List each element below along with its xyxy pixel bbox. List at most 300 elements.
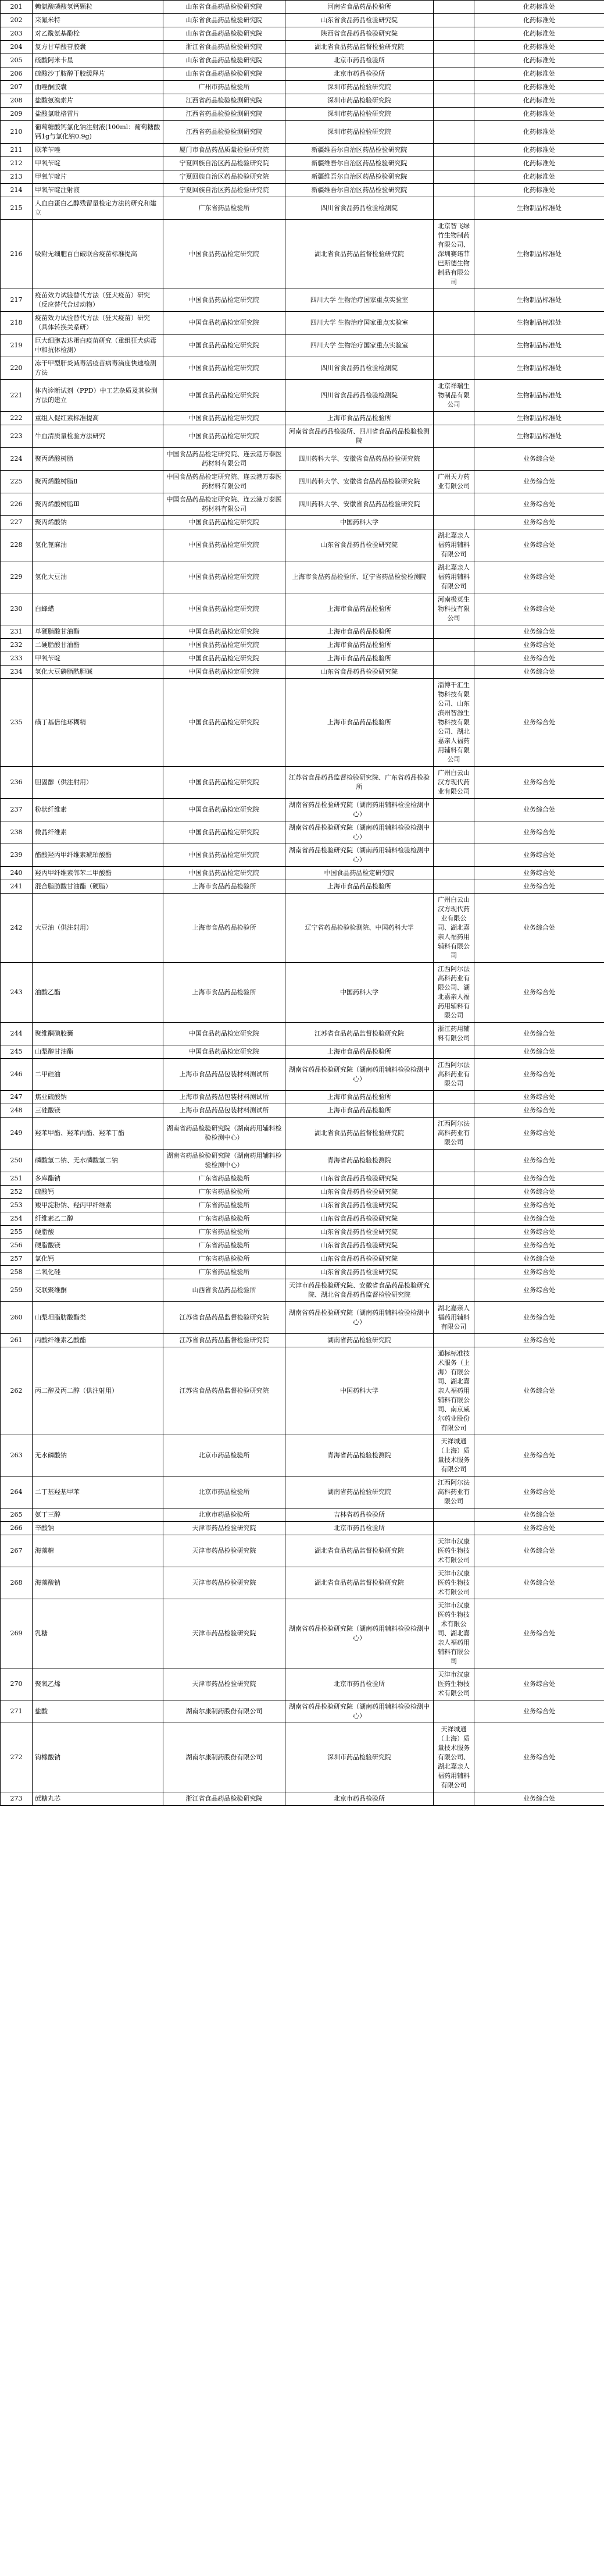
table-row [1,1279,604,1302]
project-name-cell: 二氧化硅 [33,1266,163,1279]
department-cell: 业务综合处 [474,1668,604,1700]
review-institution-cell: 辽宁省药品检验检测院、中国药科大学 [285,894,434,963]
lead-institution-cell: 江西省药品检验检测研究院 [163,121,285,144]
row-number-cell: 248 [1,1104,33,1118]
cooperating-unit-cell: 天津市汉康医药生物技术有限公司 [434,1567,474,1599]
project-name-cell: 乳糖 [33,1599,163,1668]
cooperating-unit-cell [434,1172,474,1186]
lead-institution-cell: 中国食品药品检定研究院 [163,289,285,312]
row-number-cell: 212 [1,157,33,170]
lead-institution-cell: 山西省食品药品检验所 [163,1279,285,1302]
lead-institution-cell: 中国食品药品检定研究院 [163,529,285,561]
review-institution-cell: 上海市食品药品检验所 [285,1104,434,1118]
review-institution-cell: 深圳市药品检验研究院 [285,81,434,94]
department-cell: 业务综合处 [474,1104,604,1118]
table-row [1,821,604,844]
cooperating-unit-cell [434,144,474,157]
cooperating-unit-cell: 浙江药用辅料有限公司 [434,1023,474,1045]
project-name-cell: 赖氨酸磷酸氢钙颗粒 [33,1,163,14]
project-name-cell: 磷酸氢二钠、无水磷酸氢二钠 [33,1150,163,1172]
row-number-cell: 262 [1,1347,33,1435]
review-institution-cell: 江苏省食品药品监督检验研究院、广东省药品检验所 [285,767,434,799]
review-institution-cell: 湖北省食品药品监督检验研究院 [285,41,434,54]
row-number-cell: 255 [1,1226,33,1239]
lead-institution-cell: 广州市药品检验所 [163,81,285,94]
review-institution-cell: 河南省食品药品检验所 [285,1,434,14]
table-row [1,625,604,639]
row-number-cell: 202 [1,14,33,27]
table-row [1,335,604,357]
cooperating-unit-cell [434,799,474,821]
cooperating-unit-cell [434,312,474,335]
cooperating-unit-cell [434,1279,474,1302]
cooperating-unit-cell: 北京祥瑞生物制品有限公司 [434,380,474,412]
lead-institution-cell: 中国食品药品检定研究院 [163,312,285,335]
lead-institution-cell: 北京市药品检验所 [163,1508,285,1522]
cooperating-unit-cell: 江西阿尔法高科药业有限公司 [434,1118,474,1150]
table-row [1,54,604,67]
row-number-cell: 256 [1,1239,33,1253]
table-row [1,312,604,335]
table-row [1,220,604,289]
row-number-cell: 242 [1,894,33,963]
review-institution-cell: 上海市食品药品检验所 [285,880,434,894]
table-row [1,157,604,170]
department-cell: 业务综合处 [474,1435,604,1476]
cooperating-unit-cell: 广州白云山汉方现代药业有限公司 [434,767,474,799]
table-row [1,1199,604,1212]
cooperating-unit-cell: 湖北嘉亲人福药用辅料有限公司 [434,561,474,593]
row-number-cell: 258 [1,1266,33,1279]
department-cell: 化药标准处 [474,81,604,94]
review-institution-cell: 山东省食品药品检验研究院 [285,1212,434,1226]
review-institution-cell: 四川药科大学、安徽省食品药品检验研究院 [285,448,434,471]
row-number-cell: 241 [1,880,33,894]
department-cell: 业务综合处 [474,844,604,867]
department-cell: 业务综合处 [474,448,604,471]
department-cell: 业务综合处 [474,1302,604,1334]
lead-institution-cell: 上海市食品药品包装材料测试所 [163,1104,285,1118]
table-row [1,1104,604,1118]
project-name-cell: 甲氧苄啶 [33,157,163,170]
project-name-cell: 混合脂肪酸甘油酯（硬脂） [33,880,163,894]
cooperating-unit-cell [434,1226,474,1239]
department-cell: 业务综合处 [474,529,604,561]
department-cell: 业务综合处 [474,1023,604,1045]
table-row [1,1091,604,1104]
cooperating-unit-cell: 天津市汉康医药生物技术有限公司、湖北嘉亲人福药用辅料有限公司 [434,1599,474,1668]
lead-institution-cell: 上海市食品药品包装材料测试所 [163,1059,285,1091]
department-cell: 生物制品标准处 [474,312,604,335]
department-cell: 业务综合处 [474,493,604,516]
department-cell: 业务综合处 [474,1508,604,1522]
lead-institution-cell: 广东省药品检验所 [163,1186,285,1199]
department-cell: 业务综合处 [474,1253,604,1266]
row-number-cell: 215 [1,197,33,220]
row-number-cell: 257 [1,1253,33,1266]
cooperating-unit-cell [434,412,474,425]
cooperating-unit-cell [434,1508,474,1522]
cooperating-unit-cell [434,1253,474,1266]
row-number-cell: 223 [1,425,33,448]
row-number-cell: 238 [1,821,33,844]
row-number-cell: 224 [1,448,33,471]
project-name-cell: 海藻酸钠 [33,1567,163,1599]
lead-institution-cell: 中国食品药品检定研究院 [163,1023,285,1045]
project-name-cell: 盐酸氯吡格雷片 [33,108,163,121]
lead-institution-cell: 江西省药品检验检测研究院 [163,108,285,121]
row-number-cell: 229 [1,561,33,593]
table-row [1,14,604,27]
lead-institution-cell: 上海市食品药品检验所 [163,894,285,963]
cooperating-unit-cell [434,1792,474,1806]
project-name-cell: 交联聚维酮 [33,1279,163,1302]
table-row [1,1059,604,1091]
department-cell: 业务综合处 [474,1226,604,1239]
review-institution-cell: 北京市药品检验所 [285,1792,434,1806]
project-name-cell: 重组人促红素标准提高 [33,412,163,425]
table-row [1,799,604,821]
cooperating-unit-cell: 江西阿尔法高科药业有限公司、湖北嘉亲人福药用辅料有限公司 [434,963,474,1023]
cooperating-unit-cell [434,425,474,448]
lead-institution-cell: 中国食品药品检定研究院 [163,412,285,425]
lead-institution-cell: 上海市食品药品检验所 [163,880,285,894]
review-institution-cell: 四川省食品药品检验检测院 [285,197,434,220]
review-institution-cell: 湖南省药品检验研究院（湖南药用辅料检验检测中心） [285,844,434,867]
review-institution-cell: 中国药科大学 [285,1347,434,1435]
review-institution-cell: 湖南省药品检验研究院（湖南药用辅料检验检测中心） [285,1700,434,1723]
lead-institution-cell: 中国食品药品检定研究院 [163,516,285,529]
row-number-cell: 204 [1,41,33,54]
table-row [1,1792,604,1806]
project-name-cell: 醋酸羟丙甲纤维素琥珀酸酯 [33,844,163,867]
table-row [1,1253,604,1266]
cooperating-unit-cell: 湖北嘉亲人福药用辅料有限公司 [434,529,474,561]
review-institution-cell: 湖北省食品药品监督检验研究院 [285,1567,434,1599]
review-institution-cell: 北京市药品检验所 [285,67,434,81]
cooperating-unit-cell [434,1239,474,1253]
row-number-cell: 230 [1,593,33,625]
department-cell: 业务综合处 [474,867,604,880]
table-row [1,289,604,312]
project-name-cell: 疫苗效力试验替代方法（狂犬疫苗）研究（反应替代合过动物） [33,289,163,312]
table-row [1,666,604,679]
table-row [1,1668,604,1700]
table-row [1,867,604,880]
project-name-cell: 硫酸沙丁胺醇干胶缓释片 [33,67,163,81]
project-name-cell: 吸附无细胞百白破联合疫苗标准提高 [33,220,163,289]
table-body [1,1,604,1806]
department-cell: 业务综合处 [474,652,604,666]
row-number-cell: 246 [1,1059,33,1091]
department-cell: 业务综合处 [474,1723,604,1792]
review-institution-cell: 深圳市药品检验研究院 [285,94,434,108]
lead-institution-cell: 中国食品药品检定研究院 [163,593,285,625]
table-row [1,1347,604,1435]
department-cell: 化药标准处 [474,184,604,197]
table-row [1,516,604,529]
table-row [1,448,604,471]
lead-institution-cell: 中国食品药品检定研究院、连云港万泰医药材料有限公司 [163,471,285,493]
lead-institution-cell: 中国食品药品检定研究院 [163,844,285,867]
cooperating-unit-cell [434,27,474,41]
department-cell: 生物制品标准处 [474,357,604,380]
department-cell: 业务综合处 [474,1045,604,1059]
project-name-cell: 丙酸纤维素乙酸酯 [33,1334,163,1347]
table-row [1,1522,604,1535]
review-institution-cell: 深圳市药品检验研究院 [285,121,434,144]
lead-institution-cell: 湖南尔康制药股份有限公司 [163,1723,285,1792]
cooperating-unit-cell [434,1266,474,1279]
lead-institution-cell: 中国食品药品检定研究院 [163,1045,285,1059]
lead-institution-cell: 中国食品药品检定研究院 [163,380,285,412]
table-row [1,170,604,184]
cooperating-unit-cell [434,41,474,54]
project-name-cell: 大豆油（供注射用） [33,894,163,963]
cooperating-unit-cell [434,1150,474,1172]
lead-institution-cell: 天津市药品检验研究院 [163,1535,285,1567]
department-cell: 业务综合处 [474,561,604,593]
review-institution-cell: 山东省食品药品检验研究院 [285,1239,434,1253]
lead-institution-cell: 江苏省食品药品监督检验研究院 [163,1302,285,1334]
cooperating-unit-cell [434,844,474,867]
department-cell: 业务综合处 [474,1522,604,1535]
row-number-cell: 219 [1,335,33,357]
lead-institution-cell: 北京市药品检验所 [163,1435,285,1476]
row-number-cell: 261 [1,1334,33,1347]
department-cell: 生物制品标准处 [474,380,604,412]
project-name-cell: 氢化蓖麻油 [33,529,163,561]
department-cell: 生物制品标准处 [474,335,604,357]
cooperating-unit-cell [434,81,474,94]
department-cell: 业务综合处 [474,1059,604,1091]
cooperating-unit-cell [434,335,474,357]
cooperating-unit-cell [434,821,474,844]
review-institution-cell: 山东省食品药品检验研究院 [285,1266,434,1279]
lead-institution-cell: 中国食品药品检定研究院 [163,220,285,289]
table-row [1,1700,604,1723]
cooperating-unit-cell [434,121,474,144]
table-row [1,1302,604,1334]
row-number-cell: 273 [1,1792,33,1806]
cooperating-unit-cell: 广州天力药业有限公司 [434,471,474,493]
project-name-cell: 多库酯钠 [33,1172,163,1186]
department-cell: 化药标准处 [474,67,604,81]
department-cell: 化药标准处 [474,157,604,170]
row-number-cell: 208 [1,94,33,108]
lead-institution-cell: 山东省食品药品检验研究院 [163,27,285,41]
row-number-cell: 265 [1,1508,33,1522]
review-institution-cell: 深圳市药品检验研究院 [285,1723,434,1792]
department-cell: 生物制品标准处 [474,220,604,289]
lead-institution-cell: 江苏省食品药品监督检验研究院 [163,1347,285,1435]
lead-institution-cell: 浙江省食品药品检验研究院 [163,41,285,54]
department-cell: 业务综合处 [474,1091,604,1104]
row-number-cell: 228 [1,529,33,561]
review-institution-cell: 北京市药品检验所 [285,1522,434,1535]
lead-institution-cell: 中国食品药品检定研究院 [163,639,285,652]
project-name-cell: 丙二醇及丙二醇（供注射用） [33,1347,163,1435]
project-name-cell: 蔗糖丸芯 [33,1792,163,1806]
review-institution-cell: 湖南省药品检验研究院（湖南药用辅料检验检测中心） [285,821,434,844]
review-institution-cell: 山东省食品药品检验研究院 [285,1172,434,1186]
department-cell: 业务综合处 [474,1700,604,1723]
department-cell: 化药标准处 [474,41,604,54]
lead-institution-cell: 广东省药品检验所 [163,1239,285,1253]
department-cell: 业务综合处 [474,1476,604,1508]
department-cell: 化药标准处 [474,170,604,184]
department-cell: 业务综合处 [474,799,604,821]
table-row [1,1476,604,1508]
cooperating-unit-cell [434,14,474,27]
table-row [1,471,604,493]
lead-institution-cell: 中国食品药品检定研究院 [163,821,285,844]
row-number-cell: 251 [1,1172,33,1186]
cooperating-unit-cell: 江西阿尔法高科药业有限公司 [434,1476,474,1508]
lead-institution-cell: 中国食品药品检定研究院 [163,357,285,380]
row-number-cell: 249 [1,1118,33,1150]
cooperating-unit-cell [434,108,474,121]
project-name-cell: 甲氧苄啶注射液 [33,184,163,197]
cooperating-unit-cell [434,357,474,380]
lead-institution-cell: 广东省药品检验所 [163,1199,285,1212]
cooperating-unit-cell [434,67,474,81]
cooperating-unit-cell [434,1199,474,1212]
table-row [1,144,604,157]
table-row [1,67,604,81]
department-cell: 生物制品标准处 [474,197,604,220]
review-institution-cell: 河南省食品药品检验所、四川省食品药品检验检测院 [285,425,434,448]
review-institution-cell: 山东省食品药品检验研究院 [285,666,434,679]
row-number-cell: 243 [1,963,33,1023]
project-name-cell: 粉状纤维素 [33,799,163,821]
row-number-cell: 203 [1,27,33,41]
row-number-cell: 206 [1,67,33,81]
row-number-cell: 216 [1,220,33,289]
review-institution-cell: 四川省食品药品检验检测院 [285,357,434,380]
cooperating-unit-cell: 天津市汉康医药生物技术有限公司 [434,1535,474,1567]
review-institution-cell: 四川省食品药品检验检测院 [285,380,434,412]
table-row [1,1023,604,1045]
review-institution-cell: 上海市食品药品检验所、辽宁省药品检验检测院 [285,561,434,593]
row-number-cell: 240 [1,867,33,880]
review-institution-cell: 湖南省药品检验研究院 [285,1334,434,1347]
row-number-cell: 272 [1,1723,33,1792]
department-cell: 业务综合处 [474,767,604,799]
review-institution-cell: 四川大学 生物治疗国家重点实验室 [285,312,434,335]
project-name-cell: 胆固醇（供注射用） [33,767,163,799]
department-cell: 业务综合处 [474,1172,604,1186]
cooperating-unit-cell: 江西阿尔法高科药业有限公司 [434,1059,474,1091]
project-name-cell: 冻干甲型肝炎减毒活疫苗病毒滴度快速检测方法 [33,357,163,380]
row-number-cell: 259 [1,1279,33,1302]
review-institution-cell: 北京市药品检验所 [285,1668,434,1700]
table-row [1,121,604,144]
lead-institution-cell: 广东省药品检验所 [163,197,285,220]
cooperating-unit-cell [434,1104,474,1118]
review-institution-cell: 新疆维吾尔自治区药品检验研究院 [285,184,434,197]
row-number-cell: 252 [1,1186,33,1199]
project-name-cell: 辛酸钠 [33,1522,163,1535]
department-cell: 业务综合处 [474,1118,604,1150]
cooperating-unit-cell [434,54,474,67]
review-institution-cell: 上海市食品药品检验所 [285,1091,434,1104]
cooperating-unit-cell [434,880,474,894]
project-name-cell: 聚丙烯酸树脂Ⅱ [33,471,163,493]
project-name-cell: 复方甘草酸苷胶囊 [33,41,163,54]
table-row [1,894,604,963]
department-cell: 业务综合处 [474,1266,604,1279]
lead-institution-cell: 广东省药品检验所 [163,1253,285,1266]
row-number-cell: 235 [1,679,33,767]
lead-institution-cell: 中国食品药品检定研究院 [163,625,285,639]
department-cell: 业务综合处 [474,963,604,1023]
review-institution-cell: 青海省药品检验检测院 [285,1435,434,1476]
department-cell: 化药标准处 [474,144,604,157]
department-cell: 化药标准处 [474,1,604,14]
project-name-cell: 山梨醇甘油酯 [33,1045,163,1059]
project-name-cell: 聚维酮碘胶囊 [33,1023,163,1045]
table-row [1,108,604,121]
row-number-cell: 221 [1,380,33,412]
project-name-cell: 人血白蛋白乙醇残留量检定方法的研究和建立 [33,197,163,220]
table-row [1,1150,604,1172]
row-number-cell: 271 [1,1700,33,1723]
project-name-cell: 羟丙甲纤维素邻苯二甲酸酯 [33,867,163,880]
department-cell: 业务综合处 [474,679,604,767]
cooperating-unit-cell [434,493,474,516]
row-number-cell: 237 [1,799,33,821]
lead-institution-cell: 湖南省药品检验研究院（湖南药用辅料检验检测中心） [163,1118,285,1150]
review-institution-cell: 新疆维吾尔自治区药品检验研究院 [285,144,434,157]
cooperating-unit-cell [434,1091,474,1104]
department-cell: 业务综合处 [474,1186,604,1199]
project-name-cell: 曲唑酮胶囊 [33,81,163,94]
review-institution-cell: 湖南省药品检验研究院 [285,1476,434,1508]
table-row [1,652,604,666]
cooperating-unit-cell: 淄博千汇生物科技有限公司、山东滨州智源生物科技有限公司、湖北嘉亲人福药用辅料有限公司 [434,679,474,767]
cooperating-unit-cell [434,625,474,639]
review-institution-cell: 山东省食品药品检验研究院 [285,529,434,561]
lead-institution-cell: 湖南尔康制药股份有限公司 [163,1700,285,1723]
review-institution-cell: 中国食品药品检定研究院 [285,867,434,880]
lead-institution-cell: 中国食品药品检定研究院、连云港万泰医药材料有限公司 [163,448,285,471]
table-row [1,357,604,380]
review-institution-cell: 山东省食品药品检验研究院 [285,1199,434,1212]
project-name-cell: 氯化钙 [33,1253,163,1266]
lead-institution-cell: 宁夏回族自治区药品检验研究院 [163,184,285,197]
department-cell: 业务综合处 [474,1792,604,1806]
department-cell: 业务综合处 [474,1212,604,1226]
lead-institution-cell: 中国食品药品检定研究院、连云港万泰医药材料有限公司 [163,493,285,516]
table-row [1,963,604,1023]
lead-institution-cell: 中国食品药品检定研究院 [163,425,285,448]
table-row [1,27,604,41]
department-cell: 化药标准处 [474,108,604,121]
review-institution-cell: 四川大学 生物治疗国家重点实验室 [285,335,434,357]
review-institution-cell: 北京市药品检验所 [285,54,434,67]
lead-institution-cell: 中国食品药品检定研究院 [163,799,285,821]
row-number-cell: 268 [1,1567,33,1599]
review-institution-cell: 湖南省药品检验研究院（湖南药用辅料检验检测中心） [285,1599,434,1668]
project-name-cell: 氢化大豆磷脂酰胆碱 [33,666,163,679]
cooperating-unit-cell [434,516,474,529]
cooperating-unit-cell: 天津市汉康医药生物技术有限公司 [434,1668,474,1700]
review-institution-cell: 上海市食品药品检验所 [285,412,434,425]
row-number-cell: 270 [1,1668,33,1700]
row-number-cell: 267 [1,1535,33,1567]
lead-institution-cell: 北京市药品检验所 [163,1476,285,1508]
